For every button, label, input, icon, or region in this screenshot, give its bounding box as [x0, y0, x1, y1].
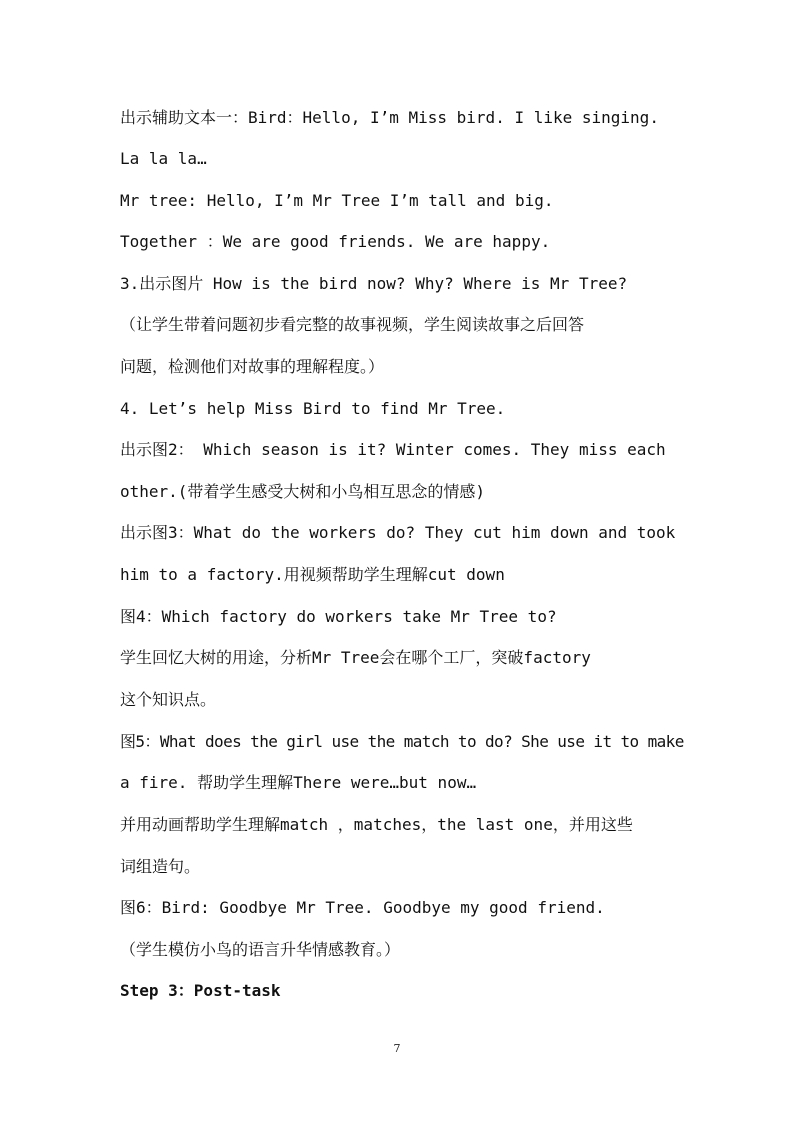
- text-line: 图6：Bird: Goodbye Mr Tree. Goodbye my good friend.: [120, 898, 605, 917]
- text-line: 词组造句。: [120, 857, 201, 876]
- text-line: other.(带着学生感受大树和小鸟相互思念的情感): [120, 482, 486, 501]
- page-number: 7: [393, 1042, 401, 1055]
- section-heading: Step 3：Post-task: [120, 981, 281, 1000]
- text-line: 这个知识点。: [120, 690, 217, 709]
- text-line: Together ：We are good friends. We are happy.: [120, 232, 551, 251]
- text-line: 问题，检测他们对故事的理解程度。）: [120, 357, 385, 376]
- text-line: 出示辅助文本一：Bird：Hello, I’m Miss bird. I like singing.: [120, 108, 659, 127]
- text-line: 出示图2： Which season is it? Winter comes. They miss each: [120, 440, 666, 459]
- text-line: 并用动画帮助学生理解match ，matches，the last one，并用这些: [120, 815, 633, 834]
- text-line: 4. Let’s help Miss Bird to find Mr Tree.: [120, 399, 506, 418]
- text-line: （学生模仿小鸟的语言升华情感教育。）: [120, 940, 401, 959]
- text-line: a fire. 帮助学生理解There were…but now…: [120, 773, 477, 792]
- text-line: 图5：What does the girl use the match to do? She use it to make: [120, 732, 684, 751]
- text-line: 3.出示图片 How is the bird now? Why? Where is Mr Tree?: [120, 274, 628, 293]
- text-line: （让学生带着问题初步看完整的故事视频，学生阅读故事之后回答: [120, 315, 585, 334]
- text-line: La la la…: [120, 149, 207, 168]
- text-line: 图4：Which factory do workers take Mr Tree to?: [120, 607, 557, 626]
- text-line: Mr tree: Hello, I’m Mr Tree I’m tall and big.: [120, 191, 554, 210]
- text-line: 出示图3：What do the workers do? They cut him down and took: [120, 523, 676, 542]
- text-line: him to a factory.用视频帮助学生理解cut down: [120, 565, 505, 584]
- text-line: 学生回忆大树的用途，分析Mr Tree会在哪个工厂，突破factory: [120, 648, 591, 667]
